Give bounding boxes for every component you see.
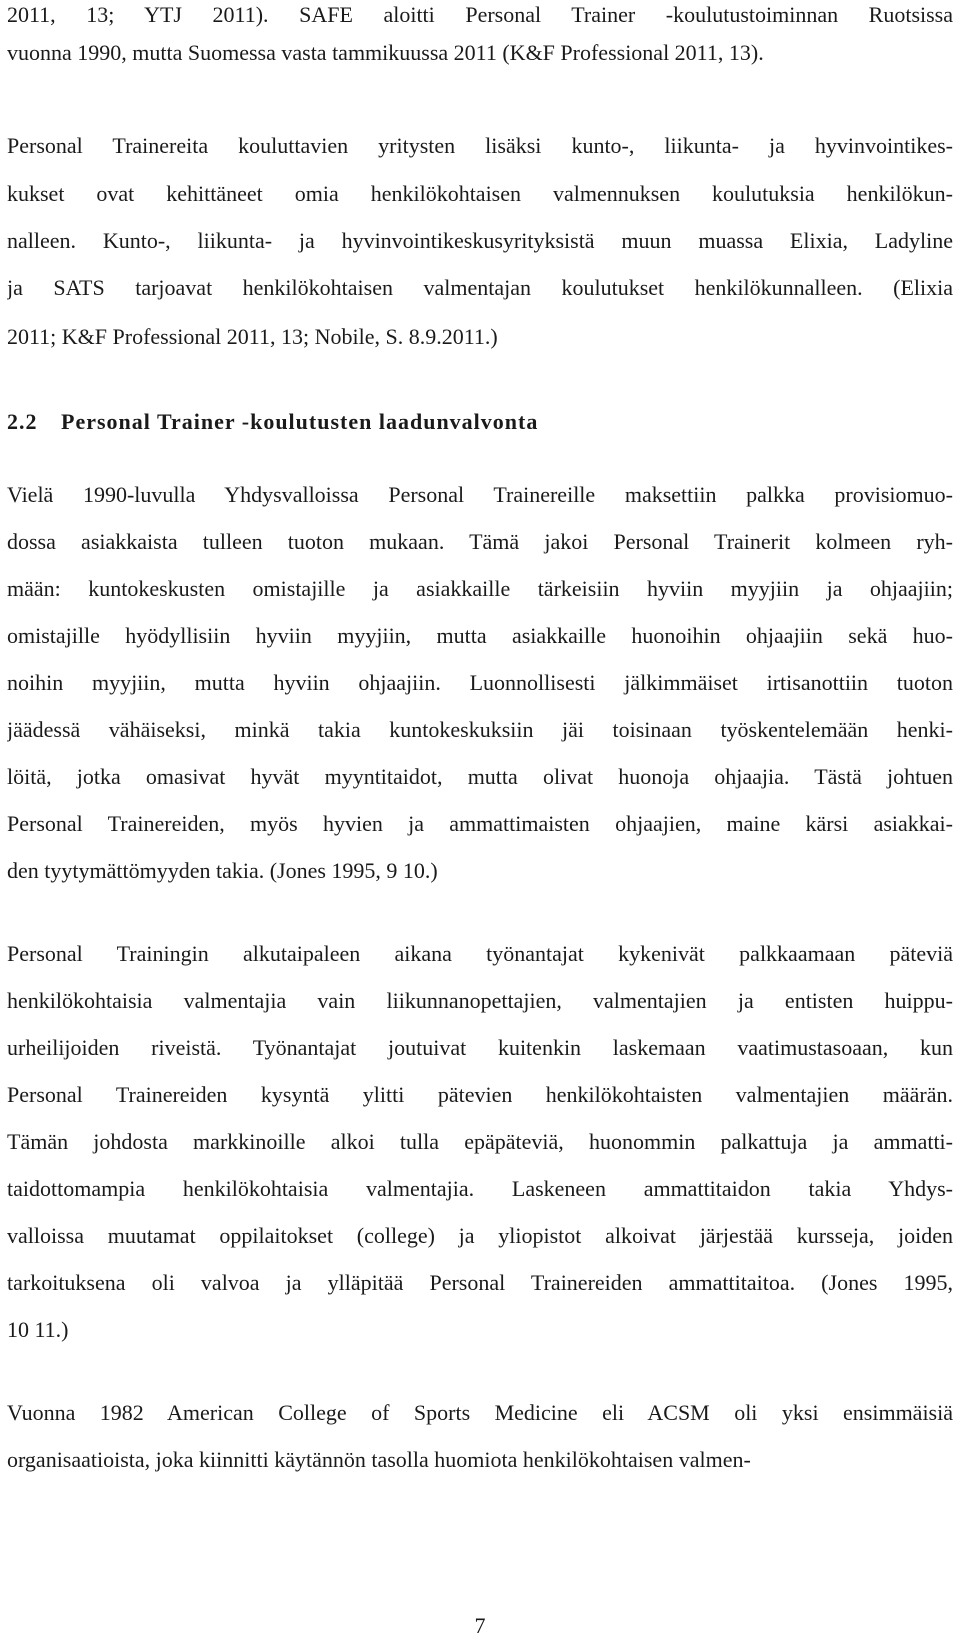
text-line: Personal Trainereiden, myös hyvien ja ammattimaisten ohjaajien, maine kärsi asiakkai-: [7, 811, 953, 836]
text-line: Vuonna 1982 American College of Sports Medicine eli ACSM oli yksi ensimmäisiä: [7, 1400, 953, 1425]
text-line: jäädessä vähäiseksi, minkä takia kuntokeskuksiin jäi toisinaan työskentelemään henki-: [7, 717, 953, 742]
text-line: Personal Trainereiden kysyntä ylitti pätevien henkilökohtaisten valmentajien määrän.: [7, 1082, 953, 1107]
text-line: omistajille hyödyllisiin hyviin myyjiin, mutta asiakkaille huonoihin ohjaajiin sekä huo-: [7, 623, 953, 648]
text-line: Personal Trainereita kouluttavien yritysten lisäksi kunto-, liikunta- ja hyvinvointikes-: [7, 133, 953, 158]
text-line: Vielä 1990-luvulla Yhdysvalloissa Personal Trainereille maksettiin palkka provisiomuo-: [7, 482, 953, 507]
text-line: noihin myyjiin, mutta hyviin ohjaajiin. Luonnollisesti jälkimmäiset irtisanottiin tuoton: [7, 670, 953, 695]
text-line: taidottomampia henkilökohtaisia valmentajia. Laskeneen ammattitaidon takia Yhdys-: [7, 1176, 953, 1201]
text-line: 2011, 13; YTJ 2011). SAFE aloitti Personal Trainer -koulutustoiminnan Ruotsissa: [7, 2, 953, 27]
section-title: Personal Trainer -koulutusten laadunvalvonta: [61, 409, 539, 434]
text-line: löitä, jotka omasivat hyvät myyntitaidot, mutta olivat huonoja ohjaajia. Tästä johtuen: [7, 764, 953, 789]
text-line: nalleen. Kunto-, liikunta- ja hyvinvointikeskusyrityksistä muun muassa Elixia, Ladyline: [7, 228, 953, 253]
text-line: mään: kuntokeskusten omistajille ja asiakkaille tärkeisiin hyviin myyjiin ja ohjaajiin;: [7, 576, 953, 601]
text-line: organisaatioista, joka kiinnitti käytännön tasolla huomiota henkilökohtaisen valmen-: [7, 1447, 751, 1472]
text-line: den tyytymättömyyden takia. (Jones 1995, 9 10.): [7, 858, 438, 883]
text-line: urheilijoiden riveistä. Työnantajat joutuivat kuitenkin laskemaan vaatimustasoaan, kun: [7, 1035, 953, 1060]
text-line: ja SATS tarjoavat henkilökohtaisen valmentajan koulutukset henkilökunnalleen. (Elixia: [7, 275, 953, 300]
text-line: Personal Trainingin alkutaipaleen aikana työnantajat kykenivät palkkaamaan päteviä: [7, 941, 953, 966]
text-line: tarkoituksena oli valvoa ja ylläpitää Personal Trainereiden ammattitaitoa. (Jones 1995,: [7, 1270, 953, 1295]
text-line: henkilökohtaisia valmentajia vain liikunnanopettajien, valmentajien ja entisten huippu-: [7, 988, 953, 1013]
page-number: 7: [474, 1613, 486, 1638]
text-line: 2011; K&F Professional 2011, 13; Nobile, S. 8.9.2011.): [7, 324, 498, 349]
text-line: 10 11.): [7, 1317, 69, 1342]
text-line: kukset ovat kehittäneet omia henkilökohtaisen valmennuksen koulutuksia henkilökun-: [7, 181, 953, 206]
text-line: Tämän johdosta markkinoille alkoi tulla epäpäteviä, huonommin palkattuja ja ammatti-: [7, 1129, 953, 1154]
section-heading: [7, 405, 538, 439]
text-line: vuonna 1990, mutta Suomessa vasta tammikuussa 2011 (K&F Professional 2011, 13).: [7, 40, 764, 65]
text-line: valloissa muutamat oppilaitokset (college) ja yliopistot alkoivat järjestää kursseja, joiden: [7, 1223, 953, 1248]
text-line: dossa asiakkaista tulleen tuoton mukaan. Tämä jakoi Personal Trainerit kolmeen ryh-: [7, 529, 953, 554]
section-number: 2.2: [7, 409, 38, 434]
